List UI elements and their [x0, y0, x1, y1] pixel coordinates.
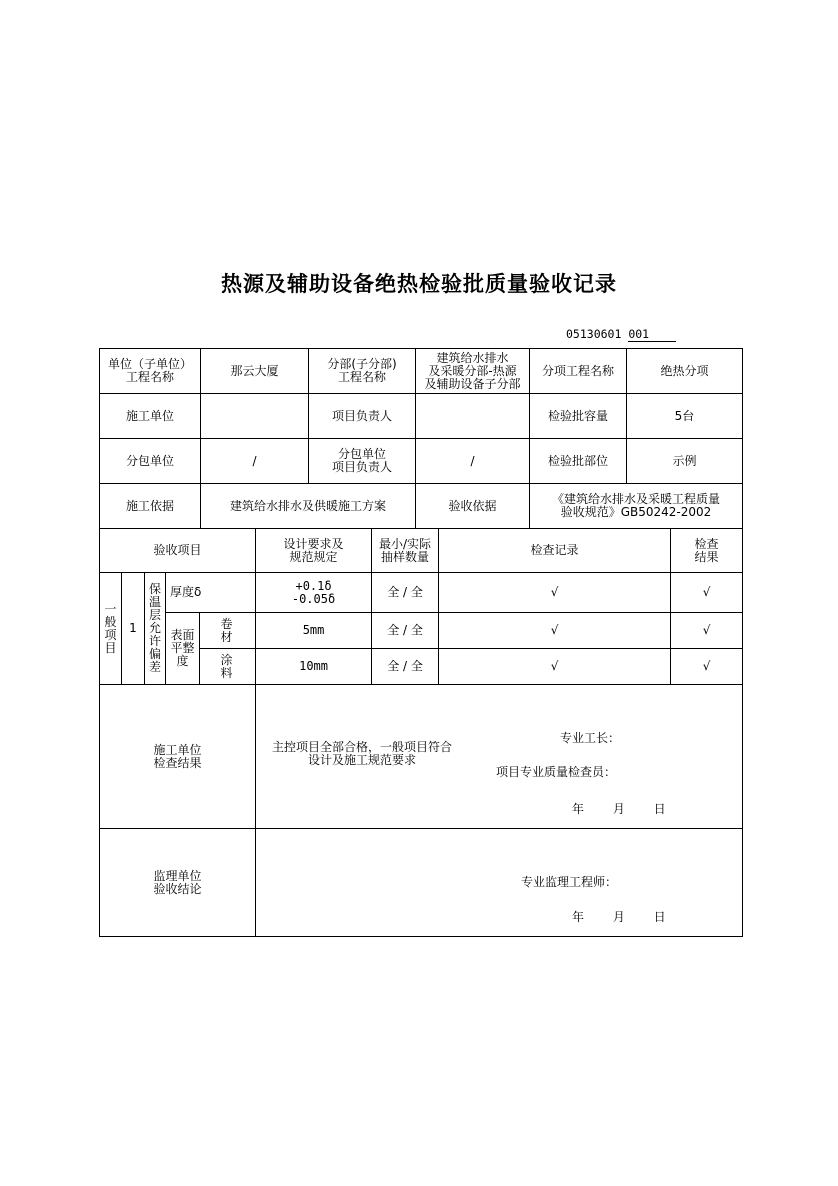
col-record-header: 检查记录 [439, 529, 671, 573]
flatness-group-cell: 表面 平整 度 [166, 613, 200, 685]
batch-location-label: 检验批部位 [530, 439, 627, 484]
contractor-date: 年 月 日 [572, 802, 666, 816]
result-value[interactable]: √ [671, 613, 743, 649]
result-value[interactable]: √ [671, 573, 743, 613]
unit-project-value[interactable]: 那云大厦 [201, 349, 309, 394]
document-number [566, 327, 676, 342]
acceptance-basis-value[interactable]: 《建筑给水排水及采暖工程质量 验收规范》GB50242-2002 [530, 484, 743, 529]
page-title: 热源及辅助设备绝热检验批质量验收记录 [221, 272, 617, 296]
contractor-result-text: 主控项目全部合格，一般项目符合 设计及施工规范要求 [272, 740, 453, 767]
sub-manager-value[interactable]: / [416, 439, 530, 484]
sub-manager-label: 分包单位 项目负责人 [309, 439, 416, 484]
contractor-value[interactable] [201, 394, 309, 439]
contractor-result-row [100, 685, 743, 829]
inspection-table [99, 528, 743, 937]
construction-basis-label: 施工依据 [100, 484, 201, 529]
batch-capacity-label: 检验批容量 [530, 394, 627, 439]
supervisor-result-body[interactable] [256, 829, 743, 937]
item-name: 涂料 [200, 649, 256, 685]
unit-project-label: 单位（子单位） 工程名称 [100, 349, 201, 394]
division-value[interactable]: 建筑给水排水 及采暖分部-热源 及辅助设备子分部 [416, 349, 530, 394]
requirement-value: +0.1δ -0.05δ [256, 573, 372, 613]
contractor-result-body[interactable] [256, 685, 743, 829]
foreman-signature-label: 专业工长： [560, 731, 621, 745]
group-cell: 保温层允许偏差 [145, 573, 166, 685]
requirement-value: 10mm [256, 649, 372, 685]
item-name: 卷材 [200, 613, 256, 649]
col-item-header: 验收项目 [100, 529, 256, 573]
header-row-contractor [100, 394, 743, 439]
sampling-value[interactable]: 全 / 全 [372, 573, 439, 613]
category-cell: 一般项目 [100, 573, 122, 685]
requirement-value: 5mm [256, 613, 372, 649]
sampling-value[interactable]: 全 / 全 [372, 649, 439, 685]
result-value[interactable]: √ [671, 649, 743, 685]
supervisor-result-label: 监理单位 验收结论 [100, 829, 256, 937]
table-row [100, 613, 743, 649]
division-label: 分部(子分部) 工程名称 [309, 349, 416, 394]
header-row-subcontractor [100, 439, 743, 484]
col-sampling-header: 最小/实际 抽样数量 [372, 529, 439, 573]
header-row-project [100, 349, 743, 394]
project-manager-value[interactable] [416, 394, 530, 439]
subcontractor-label: 分包单位 [100, 439, 201, 484]
table-row [100, 573, 743, 613]
acceptance-basis-label: 验收依据 [416, 484, 530, 529]
sampling-value[interactable]: 全 / 全 [372, 613, 439, 649]
record-value[interactable]: √ [439, 613, 671, 649]
batch-location-value[interactable]: 示例 [627, 439, 743, 484]
engineer-signature-label: 专业监理工程师： [521, 875, 618, 889]
contractor-result-label: 施工单位 检查结果 [100, 685, 256, 829]
item-name: 厚度δ [166, 573, 256, 613]
contractor-label: 施工单位 [100, 394, 201, 439]
subcontractor-value[interactable]: / [201, 439, 309, 484]
document-number-prefix: 05130601 [566, 327, 622, 341]
document-number-suffix: 001 [628, 327, 676, 342]
project-manager-label: 项目负责人 [309, 394, 416, 439]
subitem-label: 分项工程名称 [530, 349, 627, 394]
record-value[interactable]: √ [439, 649, 671, 685]
col-result-header: 检查 结果 [671, 529, 743, 573]
supervisor-result-row [100, 829, 743, 937]
record-value[interactable]: √ [439, 573, 671, 613]
subitem-value[interactable]: 绝热分项 [627, 349, 743, 394]
header-table [99, 348, 743, 529]
index-cell: 1 [122, 573, 145, 685]
inspector-signature-label: 项目专业质量检查员： [496, 765, 617, 779]
col-requirement-header: 设计要求及 规范规定 [256, 529, 372, 573]
supervisor-date: 年 月 日 [572, 910, 666, 924]
header-row-basis [100, 484, 743, 529]
batch-capacity-value[interactable]: 5台 [627, 394, 743, 439]
inspection-header-row [100, 529, 743, 573]
construction-basis-value[interactable]: 建筑给水排水及供暖施工方案 [201, 484, 416, 529]
